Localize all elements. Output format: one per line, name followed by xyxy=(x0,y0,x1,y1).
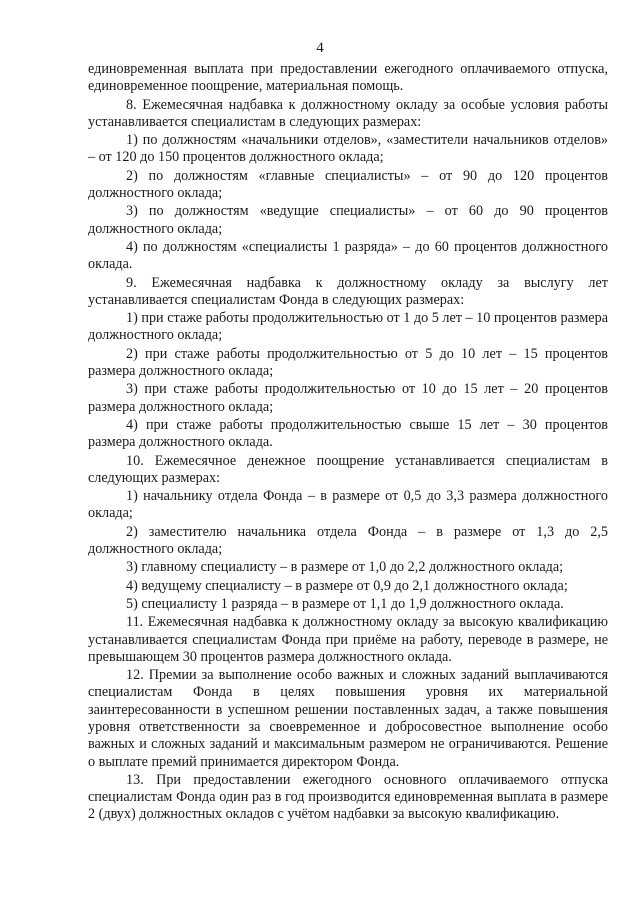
paragraph: 3) по должностям «ведущие специалисты» – от 60 до 90 процентов должностного оклада; xyxy=(88,203,608,237)
paragraph: 9. Ежемесячная надбавка к должностному окладу за выслугу лет устанавливается специалистам Фонда в следующих размерах: xyxy=(88,274,608,308)
paragraph: 2) заместителю начальника отдела Фонда – в размере от 1,3 до 2,5 должностного оклада; xyxy=(88,523,608,558)
paragraph: 4) при стаже работы продолжительностью свыше 15 лет – 30 процентов размера должностного оклада. xyxy=(88,416,608,451)
paragraph: 4) по должностям «специалисты 1 разряда» – до 60 процентов должностного оклада. xyxy=(88,238,608,273)
paragraph: 1) по должностям «начальники отделов», «заместители начальников отделов» – от 120 до 150 процентов должностного оклада; xyxy=(88,132,608,166)
paragraph: 2) по должностям «главные специалисты» – от 90 до 120 процентов должностного оклада; xyxy=(88,167,608,202)
paragraph: единовременная выплата при предоставлении ежегодного оплачиваемого отпуска, единовременное поощрение, материальная помощь. xyxy=(88,61,608,95)
paragraph: 5) специалисту 1 разряда – в размере от 1,1 до 1,9 должностного оклада. xyxy=(126,595,564,612)
paragraph: 11. Ежемесячная надбавка к должностному окладу за высокую квалификацию устанавливается специалистам Фонда при приёме на работу, переводе в размере, не превышающем 30 процентов размера должностного оклада. xyxy=(88,614,608,665)
paragraph: 13. При предоставлении ежегодного основного оплачиваемого отпуска специалистам Фонда один раз в год производится единовременная выплата в размере 2 (двух) должностных окладов с учётом надбавки за высокую квалификацию. xyxy=(88,771,608,823)
paragraph: 1) начальнику отдела Фонда – в размере от 0,5 до 3,3 размера должностного оклада; xyxy=(88,488,608,522)
paragraph: 3) при стаже работы продолжительностью от 10 до 15 лет – 20 процентов размера должностного оклада; xyxy=(88,381,608,415)
paragraph: 3) главному специалисту – в размере от 1,0 до 2,2 должностного оклада; xyxy=(126,559,564,576)
page-number: 4 xyxy=(316,40,324,56)
paragraph: 2) при стаже работы продолжительностью от 5 до 10 лет – 15 процентов размера должностного оклада; xyxy=(88,345,608,380)
paragraph: 4) ведущему специалисту – в размере от 0,9 до 2,1 должностного оклада; xyxy=(126,577,568,594)
paragraph: 10. Ежемесячное денежное поощрение устанавливается специалистам в следующих размерах: xyxy=(88,452,608,486)
paragraph: 1) при стаже работы продолжительностью от 1 до 5 лет – 10 процентов размера должностного оклада; xyxy=(88,310,608,344)
paragraph: 8. Ежемесячная надбавка к должностному окладу за особые условия работы устанавливается специалистам в следующих размерах: xyxy=(88,96,608,130)
document-body xyxy=(88,61,608,824)
paragraph: 12. Премии за выполнение особо важных и сложных заданий выплачиваются специалистам Фонда в целях повышения уровня их материальной заинтересованности в успешном решении поставленных задач, а также повышения уровня ответственности за своевременное и добросовестное выполнение особо важных и сложных заданий и максимальным размером не ограничиваются. Решение о выплате премий принимается директором Фонда. xyxy=(88,667,608,770)
